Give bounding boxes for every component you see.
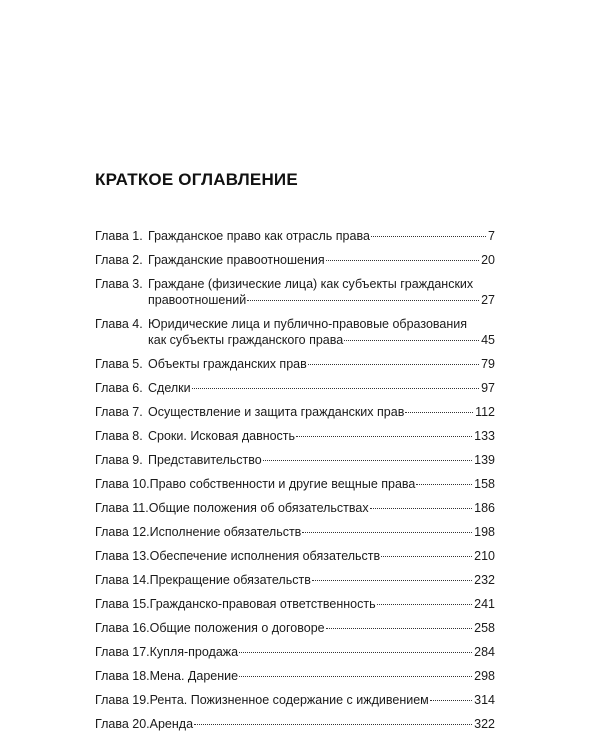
chapter-line [150, 692, 495, 708]
chapter-number: Глава 8. [95, 429, 143, 443]
chapter-number: Глава 4. [95, 317, 143, 331]
chapter-body [150, 644, 495, 660]
chapter-line [150, 524, 495, 540]
page-number: 322 [474, 717, 495, 731]
chapter-number: Глава 3. [95, 277, 143, 291]
chapter-number: Глава 16. [95, 621, 150, 635]
page-number: 27 [481, 293, 495, 307]
chapter-title: Гражданские правоотношения [148, 253, 325, 267]
chapter-title-first-line: Юридические лица и публично-правовые образования [148, 317, 468, 331]
toc-entry [95, 500, 495, 516]
chapter-number: Глава 13. [95, 549, 150, 563]
chapter-title: как субъекты гражданского права [148, 333, 344, 347]
dot-leader [308, 364, 479, 365]
chapter-line [149, 500, 495, 516]
toc-entry [95, 380, 495, 396]
dot-leader [370, 508, 473, 509]
chapter-number: Глава 10. [95, 477, 150, 491]
chapter-line [148, 452, 495, 468]
toc-entry [95, 476, 495, 492]
chapter-body [150, 620, 495, 636]
toc-entry [95, 356, 495, 372]
chapter-body [150, 668, 495, 684]
toc-entry [95, 644, 495, 660]
dot-leader [430, 700, 472, 701]
page-number: 284 [474, 645, 495, 659]
chapter-title: Право собственности и другие вещные права [149, 477, 416, 491]
chapter-line [148, 228, 495, 244]
chapter-line [150, 548, 495, 564]
page-number: 298 [474, 669, 495, 683]
chapter-title: Гражданско-правовая ответственность [149, 597, 376, 611]
chapter-number: Глава 14. [95, 573, 150, 587]
page-number: 241 [474, 597, 495, 611]
chapter-number: Глава 2. [95, 253, 143, 267]
toc-entry [95, 252, 495, 268]
page-number: 7 [488, 229, 495, 243]
dot-leader [239, 676, 472, 677]
chapter-title: Осуществление и защита гражданских прав [148, 405, 405, 419]
dot-leader [371, 236, 486, 237]
chapter-body [150, 524, 495, 540]
toc-entry [95, 316, 495, 348]
toc-list [95, 228, 495, 740]
chapter-title: Сделки [148, 381, 191, 395]
chapter-title: Исполнение обязательств [149, 525, 302, 539]
toc-entry [95, 716, 495, 732]
dot-leader [296, 436, 472, 437]
dot-leader [405, 412, 473, 413]
page-number: 20 [481, 253, 495, 267]
dot-leader [302, 532, 472, 533]
chapter-title: Гражданское право как отрасль права [148, 229, 370, 243]
dot-leader [239, 652, 472, 653]
toc-entry [95, 548, 495, 564]
chapter-body [150, 476, 495, 492]
chapter-title: Сроки. Исковая давность [148, 429, 296, 443]
toc-entry [95, 276, 495, 308]
chapter-line [148, 332, 495, 348]
chapter-line [150, 476, 495, 492]
dot-leader [326, 628, 473, 629]
dot-leader [263, 460, 472, 461]
chapter-body [149, 500, 495, 516]
chapter-title: Представительство [148, 453, 262, 467]
chapter-body [150, 596, 495, 612]
chapter-number: Глава 11. [95, 501, 149, 515]
chapter-body [150, 572, 495, 588]
chapter-title: Общие положения об обязательствах [148, 501, 369, 515]
chapter-title: Объекты гражданских прав [148, 357, 307, 371]
chapter-title: Мена. Дарение [149, 669, 239, 683]
chapter-title: правоотношений [148, 293, 247, 307]
chapter-number: Глава 7. [95, 405, 143, 419]
chapter-number: Глава 12. [95, 525, 150, 539]
toc-entry [95, 596, 495, 612]
toc-entry [95, 452, 495, 468]
toc-entry [95, 668, 495, 684]
chapter-line [150, 596, 495, 612]
chapter-title: Рента. Пожизненное содержание с иждивением [149, 693, 429, 707]
chapter-line [150, 572, 495, 588]
page-title: КРАТКОЕ ОГЛАВЛЕНИЕ [95, 170, 298, 189]
toc-entry [95, 524, 495, 540]
chapter-body [148, 428, 495, 444]
page-number: 97 [481, 381, 495, 395]
toc-entry [95, 620, 495, 636]
chapter-line [148, 380, 495, 396]
page-number: 45 [481, 333, 495, 347]
chapter-number: Глава 5. [95, 357, 143, 371]
chapter-number: Глава 15. [95, 597, 150, 611]
page-number: 198 [474, 525, 495, 539]
chapter-title: Обеспечение исполнения обязательств [149, 549, 381, 563]
page-number: 232 [474, 573, 495, 587]
chapter-line [148, 356, 495, 372]
chapter-body [148, 228, 495, 244]
chapter-line [148, 404, 495, 420]
page-number: 79 [481, 357, 495, 371]
toc-entry [95, 572, 495, 588]
chapter-body [148, 452, 495, 468]
chapter-line [148, 428, 495, 444]
chapter-number: Глава 19. [95, 693, 150, 707]
page-number: 186 [474, 501, 495, 515]
page-number: 133 [474, 429, 495, 443]
dot-leader [312, 580, 472, 581]
chapter-body [148, 380, 495, 396]
dot-leader [326, 260, 479, 261]
chapter-title-first-line: Граждане (физические лица) как субъекты гражданских [148, 277, 474, 291]
chapter-number: Глава 18. [95, 669, 150, 683]
dot-leader [377, 604, 473, 605]
dot-leader [344, 340, 479, 341]
chapter-title: Общие положения о договоре [149, 621, 325, 635]
chapter-title: Аренда [149, 717, 194, 731]
dot-leader [247, 300, 479, 301]
dot-leader [416, 484, 472, 485]
toc-entry [95, 404, 495, 420]
chapter-line [150, 644, 495, 660]
chapter-line [150, 716, 495, 732]
chapter-line [148, 252, 495, 268]
dot-leader [194, 724, 472, 725]
chapter-title: Прекращение обязательств [149, 573, 311, 587]
chapter-body [150, 716, 495, 732]
chapter-number: Глава 20. [95, 717, 150, 731]
chapter-title: Купля-продажа [149, 645, 239, 659]
chapter-body [148, 316, 495, 348]
chapter-line [148, 292, 495, 308]
chapter-body [148, 276, 495, 308]
page-number: 139 [474, 453, 495, 467]
page-number: 258 [474, 621, 495, 635]
page-number: 112 [475, 405, 495, 419]
chapter-body [150, 548, 495, 564]
page-number: 158 [474, 477, 495, 491]
toc-entry [95, 692, 495, 708]
chapter-line [150, 668, 495, 684]
page-number: 314 [474, 693, 495, 707]
page-number: 210 [474, 549, 495, 563]
chapter-number: Глава 6. [95, 381, 143, 395]
chapter-number: Глава 17. [95, 645, 150, 659]
chapter-body [150, 692, 495, 708]
dot-leader [381, 556, 472, 557]
chapter-number: Глава 1. [95, 229, 143, 243]
chapter-number: Глава 9. [95, 453, 143, 467]
chapter-line [150, 620, 495, 636]
toc-entry [95, 228, 495, 244]
chapter-body [148, 252, 495, 268]
toc-entry [95, 428, 495, 444]
chapter-body [148, 356, 495, 372]
dot-leader [192, 388, 479, 389]
chapter-body [148, 404, 495, 420]
